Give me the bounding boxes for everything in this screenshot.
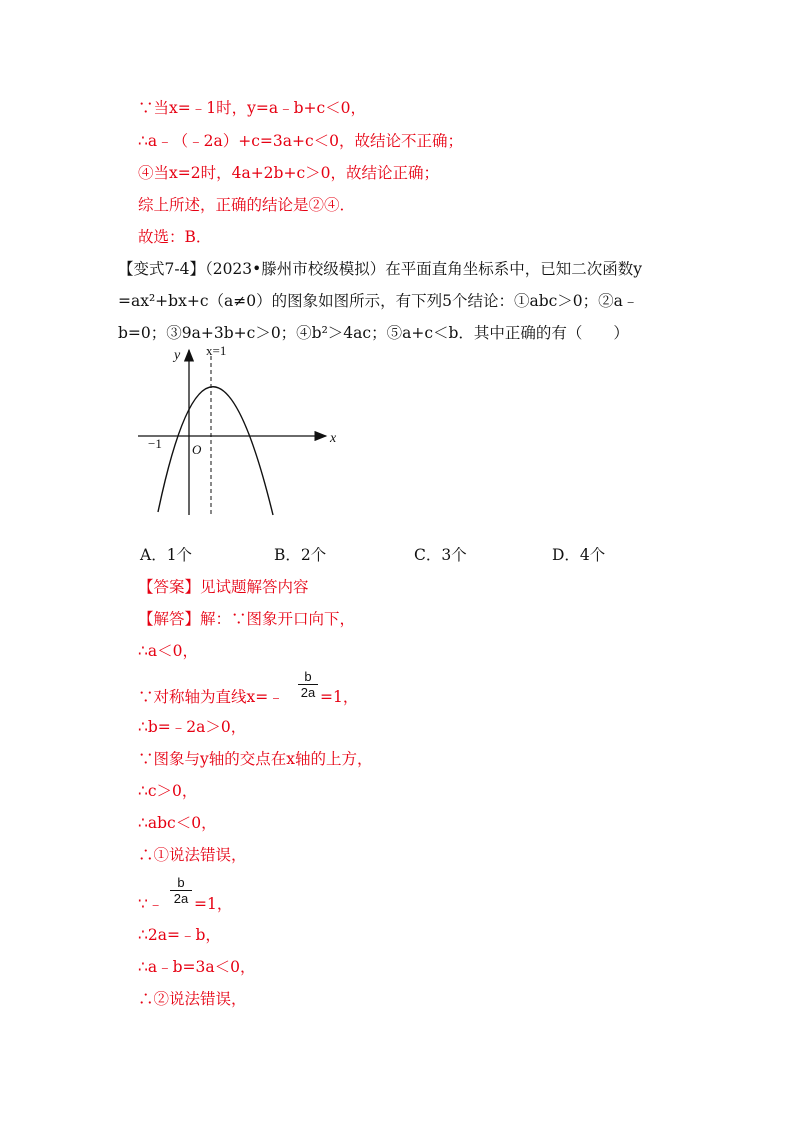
question-line-1: 【变式7-4】（2023•滕州市校级模拟）在平面直角坐标系中，已知二次函数y bbox=[118, 260, 643, 278]
question-line-3: b=0；③9a+3b+c＞0；④b²＞4ac；⑤a+c＜b．其中正确的有（ ） bbox=[118, 324, 629, 342]
question-line-2: =ax²+bx+c（a≠0）的图象如图所示，有下列5个结论：①abc＞0；②a﹣ bbox=[118, 292, 639, 310]
answer-line: 【答案】见试题解答内容 bbox=[138, 578, 309, 596]
step-frac-pre: ∵﹣ bbox=[138, 895, 164, 913]
parabola-curve bbox=[158, 387, 273, 515]
step-2a-eq: ∴2a=﹣b， bbox=[138, 926, 221, 944]
solution-line-4: 综上所述，正确的结论是②④． bbox=[138, 196, 356, 214]
step-frac-post: =1， bbox=[194, 895, 233, 913]
solution-line-2: ∴a﹣（﹣2a）+c=3a+c＜0，故结论不正确； bbox=[138, 132, 463, 150]
step-c-positive: ∴c＞0， bbox=[138, 782, 198, 800]
step-axis-pre: ∵对称轴为直线x=﹣ bbox=[138, 688, 284, 706]
step-y-intercept: ∵图象与y轴的交点在x轴的上方， bbox=[138, 750, 373, 768]
solution-line-3: ④当x=2时，4a+2b+c＞0，故结论正确； bbox=[138, 164, 439, 182]
fraction-b-over-2a: b 2a bbox=[298, 670, 318, 700]
symmetry-axis-label: x=1 bbox=[206, 343, 227, 358]
step-1-wrong: ∴①说法错误， bbox=[138, 846, 247, 864]
neg-one-label: −1 bbox=[148, 436, 162, 451]
step-b-positive: ∴b=﹣2a＞0， bbox=[138, 718, 247, 736]
step-a-negative: ∴a＜0， bbox=[138, 642, 198, 660]
step-abc-negative: ∴abc＜0， bbox=[138, 814, 217, 832]
step-2-wrong: ∴②说法错误， bbox=[138, 990, 247, 1008]
step-axis-post: =1， bbox=[320, 688, 359, 706]
x-axis-label: x bbox=[330, 431, 337, 446]
explain-line: 【解答】解：∵图象开口向下， bbox=[138, 610, 356, 628]
y-axis-label: y bbox=[174, 348, 181, 363]
origin-label: O bbox=[192, 442, 202, 457]
option-d: D．4个 bbox=[552, 546, 606, 564]
step-a-minus-b: ∴a﹣b=3a＜0， bbox=[138, 958, 256, 976]
solution-line-1: ∵当x=﹣1时，y=a﹣b+c＜0， bbox=[138, 99, 367, 117]
solution-line-5: 故选：B． bbox=[138, 228, 212, 246]
fraction-b-over-2a-2: b 2a bbox=[170, 876, 192, 906]
option-a: A．1个 bbox=[140, 546, 193, 564]
option-c: C．3个 bbox=[414, 546, 467, 564]
parabola-graph bbox=[130, 340, 350, 520]
option-b: B．2个 bbox=[274, 546, 327, 564]
